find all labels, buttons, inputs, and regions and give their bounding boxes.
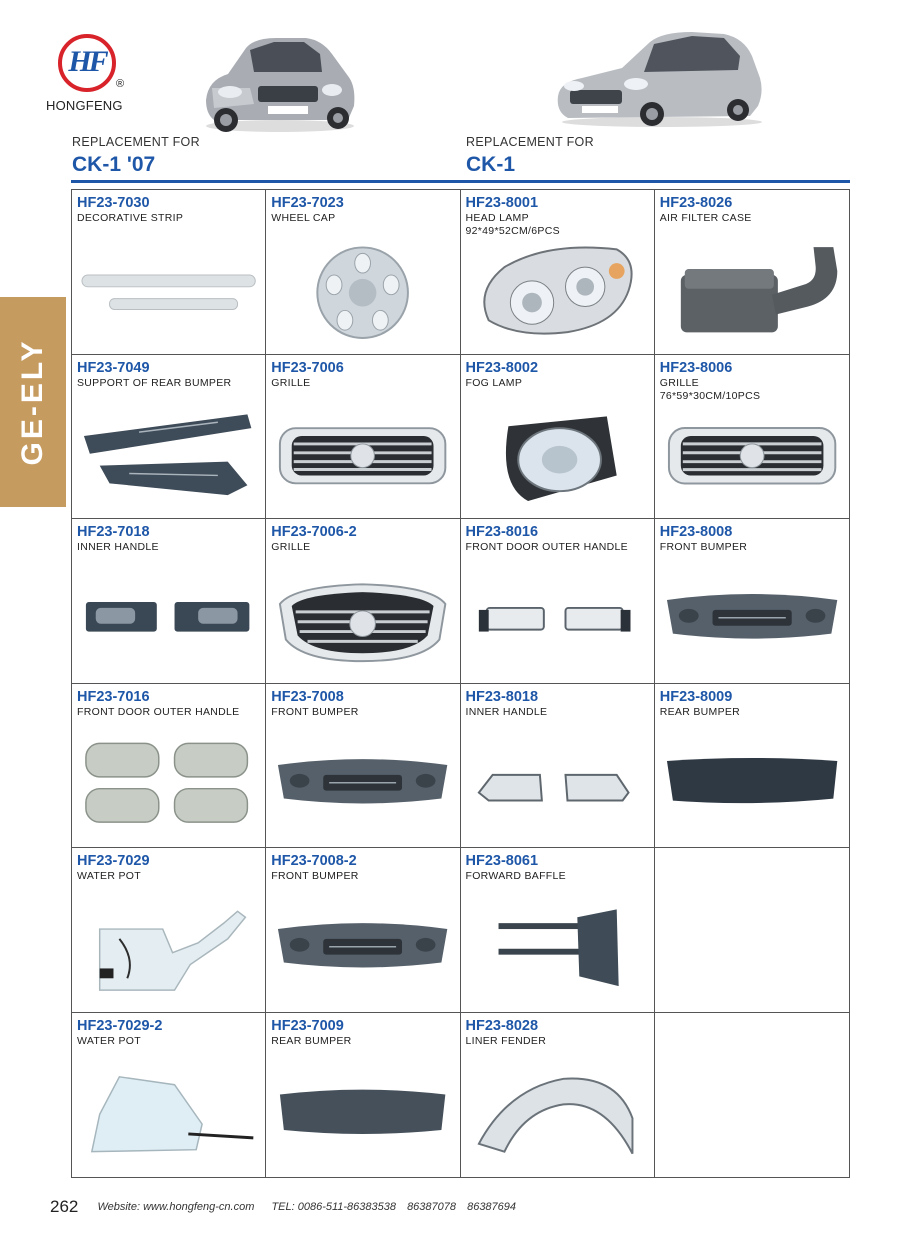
product-name: GRILLE [271, 376, 311, 389]
brand-name: HONGFENG [46, 98, 123, 113]
product-cell [461, 190, 655, 355]
product-code: HF23-8008 [659, 524, 733, 540]
section-subtitle: REPLACEMENT FOR [72, 135, 200, 149]
strip-icon [80, 236, 257, 346]
product-name: SUPPORT OF REAR BUMPER [77, 376, 232, 389]
product-cell [72, 1013, 266, 1178]
product-cell [72, 190, 266, 355]
product-name: WATER POT [77, 1034, 141, 1047]
product-code: HF23-8026 [659, 195, 733, 211]
product-cell [266, 190, 460, 355]
product-name: FRONT DOOR OUTER HANDLE [465, 541, 628, 553]
product-name: WATER POT [77, 870, 141, 882]
product-name: GRILLE [271, 541, 311, 553]
product-cell [72, 355, 266, 520]
product-name: HEAD LAMP [465, 212, 529, 224]
product-cell [655, 355, 849, 520]
product-name: LINER FENDER [465, 1034, 547, 1047]
product-name: FORWARD BAFFLE [465, 870, 566, 882]
product-cell [266, 1013, 460, 1178]
product-code: HF23-7029 [77, 853, 150, 869]
waterpot2-icon [80, 1059, 257, 1170]
baffle-icon [469, 894, 646, 1004]
website-link[interactable]: Website: www.hongfeng-cn.com [97, 1201, 255, 1213]
product-name: FRONT BUMPER [271, 705, 359, 718]
innerhandle-chrome-icon [469, 730, 646, 840]
product-code: HF23-7006-2 [271, 524, 357, 540]
product-name: FRONT BUMPER [659, 541, 748, 553]
registered-mark: ® [116, 78, 125, 90]
product-code: HF23-7008-2 [271, 853, 357, 869]
foglamp-icon [469, 401, 646, 511]
product-code: HF23-8002 [465, 359, 539, 376]
empty-cell [655, 1013, 849, 1178]
product-cell [461, 519, 655, 684]
headlamp-icon [469, 236, 646, 346]
frontbumper-icon [274, 894, 451, 1004]
header-divider [71, 180, 850, 183]
product-cell [461, 355, 655, 520]
product-cell [266, 848, 460, 1013]
product-grid [71, 189, 850, 1178]
product-cell [461, 1013, 655, 1178]
car-photo-ck1-07 [198, 28, 358, 134]
rearbumper2-icon [274, 1059, 451, 1170]
product-code: HF23-7018 [77, 524, 150, 540]
telephone-2: 86387078 [407, 1201, 457, 1213]
rearbumper-icon [663, 730, 841, 840]
section-header-ck1 [466, 135, 594, 177]
product-code: HF23-8028 [465, 1017, 539, 1034]
section-header-ck1-07 [72, 135, 200, 177]
product-name: REAR BUMPER [271, 1034, 352, 1047]
product-code: HF23-8061 [465, 853, 539, 869]
wheelcap-icon [274, 236, 451, 346]
product-code: HF23-7009 [271, 1017, 344, 1034]
hongfeng-logo [46, 34, 136, 118]
product-cell [266, 519, 460, 684]
product-cell [461, 848, 655, 1013]
product-name: INNER HANDLE [77, 541, 159, 553]
telephone: TEL: 0086-511-86383538 [271, 1201, 396, 1213]
liner-icon [469, 1059, 646, 1170]
page-footer [50, 1197, 516, 1217]
product-name: INNER HANDLE [465, 705, 548, 718]
grille2-icon [274, 565, 451, 675]
product-name: FRONT DOOR OUTER HANDLE [77, 705, 240, 718]
product-code: HF23-8006 [659, 359, 733, 376]
frontbumper-icon [663, 565, 841, 675]
product-name: REAR BUMPER [659, 705, 741, 718]
empty-cell [655, 848, 849, 1013]
product-spec: 76*59*30CM/10PCS [659, 389, 761, 402]
product-cell [655, 519, 849, 684]
waterpot-icon [80, 894, 257, 1004]
innerhandle-dark-icon [80, 565, 257, 675]
product-name: DECORATIVE STRIP [77, 212, 184, 224]
product-name: WHEEL CAP [271, 212, 336, 224]
brand-side-tab [0, 297, 66, 507]
product-cell [72, 848, 266, 1013]
product-name: FRONT BUMPER [271, 870, 359, 882]
product-code: HF23-7030 [77, 195, 150, 211]
car-photo-ck1 [552, 26, 764, 128]
product-code: HF23-8018 [465, 688, 539, 705]
outerhandles-icon [80, 730, 257, 840]
product-code: HF23-7029-2 [77, 1017, 163, 1034]
product-code: HF23-8016 [465, 524, 539, 540]
section-model: CK-1 [466, 153, 516, 176]
section-model: CK-1 '07 [72, 153, 156, 176]
outerhandle-chrome-icon [469, 565, 646, 675]
product-cell [266, 684, 460, 849]
product-cell [655, 190, 849, 355]
frontbumper-icon [274, 730, 451, 840]
airfilter-icon [663, 236, 841, 346]
product-cell [72, 519, 266, 684]
grille-icon [663, 401, 841, 511]
product-name: FOG LAMP [465, 376, 523, 389]
product-cell [266, 355, 460, 520]
product-name: GRILLE [659, 376, 699, 389]
product-code: HF23-8009 [659, 688, 733, 705]
product-code: HF23-7016 [77, 688, 150, 705]
page-number: 262 [50, 1197, 79, 1216]
product-cell [655, 684, 849, 849]
product-code: HF23-7023 [271, 195, 344, 211]
side-tab-label: GE-ELY [16, 338, 49, 466]
product-code: HF23-7049 [77, 359, 150, 376]
product-spec: 92*49*52CM/6PCS [465, 225, 560, 237]
section-subtitle: REPLACEMENT FOR [466, 135, 594, 149]
product-cell [72, 684, 266, 849]
telephone-3: 86387694 [467, 1201, 517, 1213]
logo-mark: HF [68, 45, 106, 78]
product-code: HF23-7008 [271, 688, 344, 705]
grille-icon [274, 401, 451, 511]
product-code: HF23-8001 [465, 195, 539, 211]
product-cell [461, 684, 655, 849]
product-name: AIR FILTER CASE [659, 212, 752, 224]
product-code: HF23-7006 [271, 359, 344, 376]
support-icon [80, 401, 257, 511]
